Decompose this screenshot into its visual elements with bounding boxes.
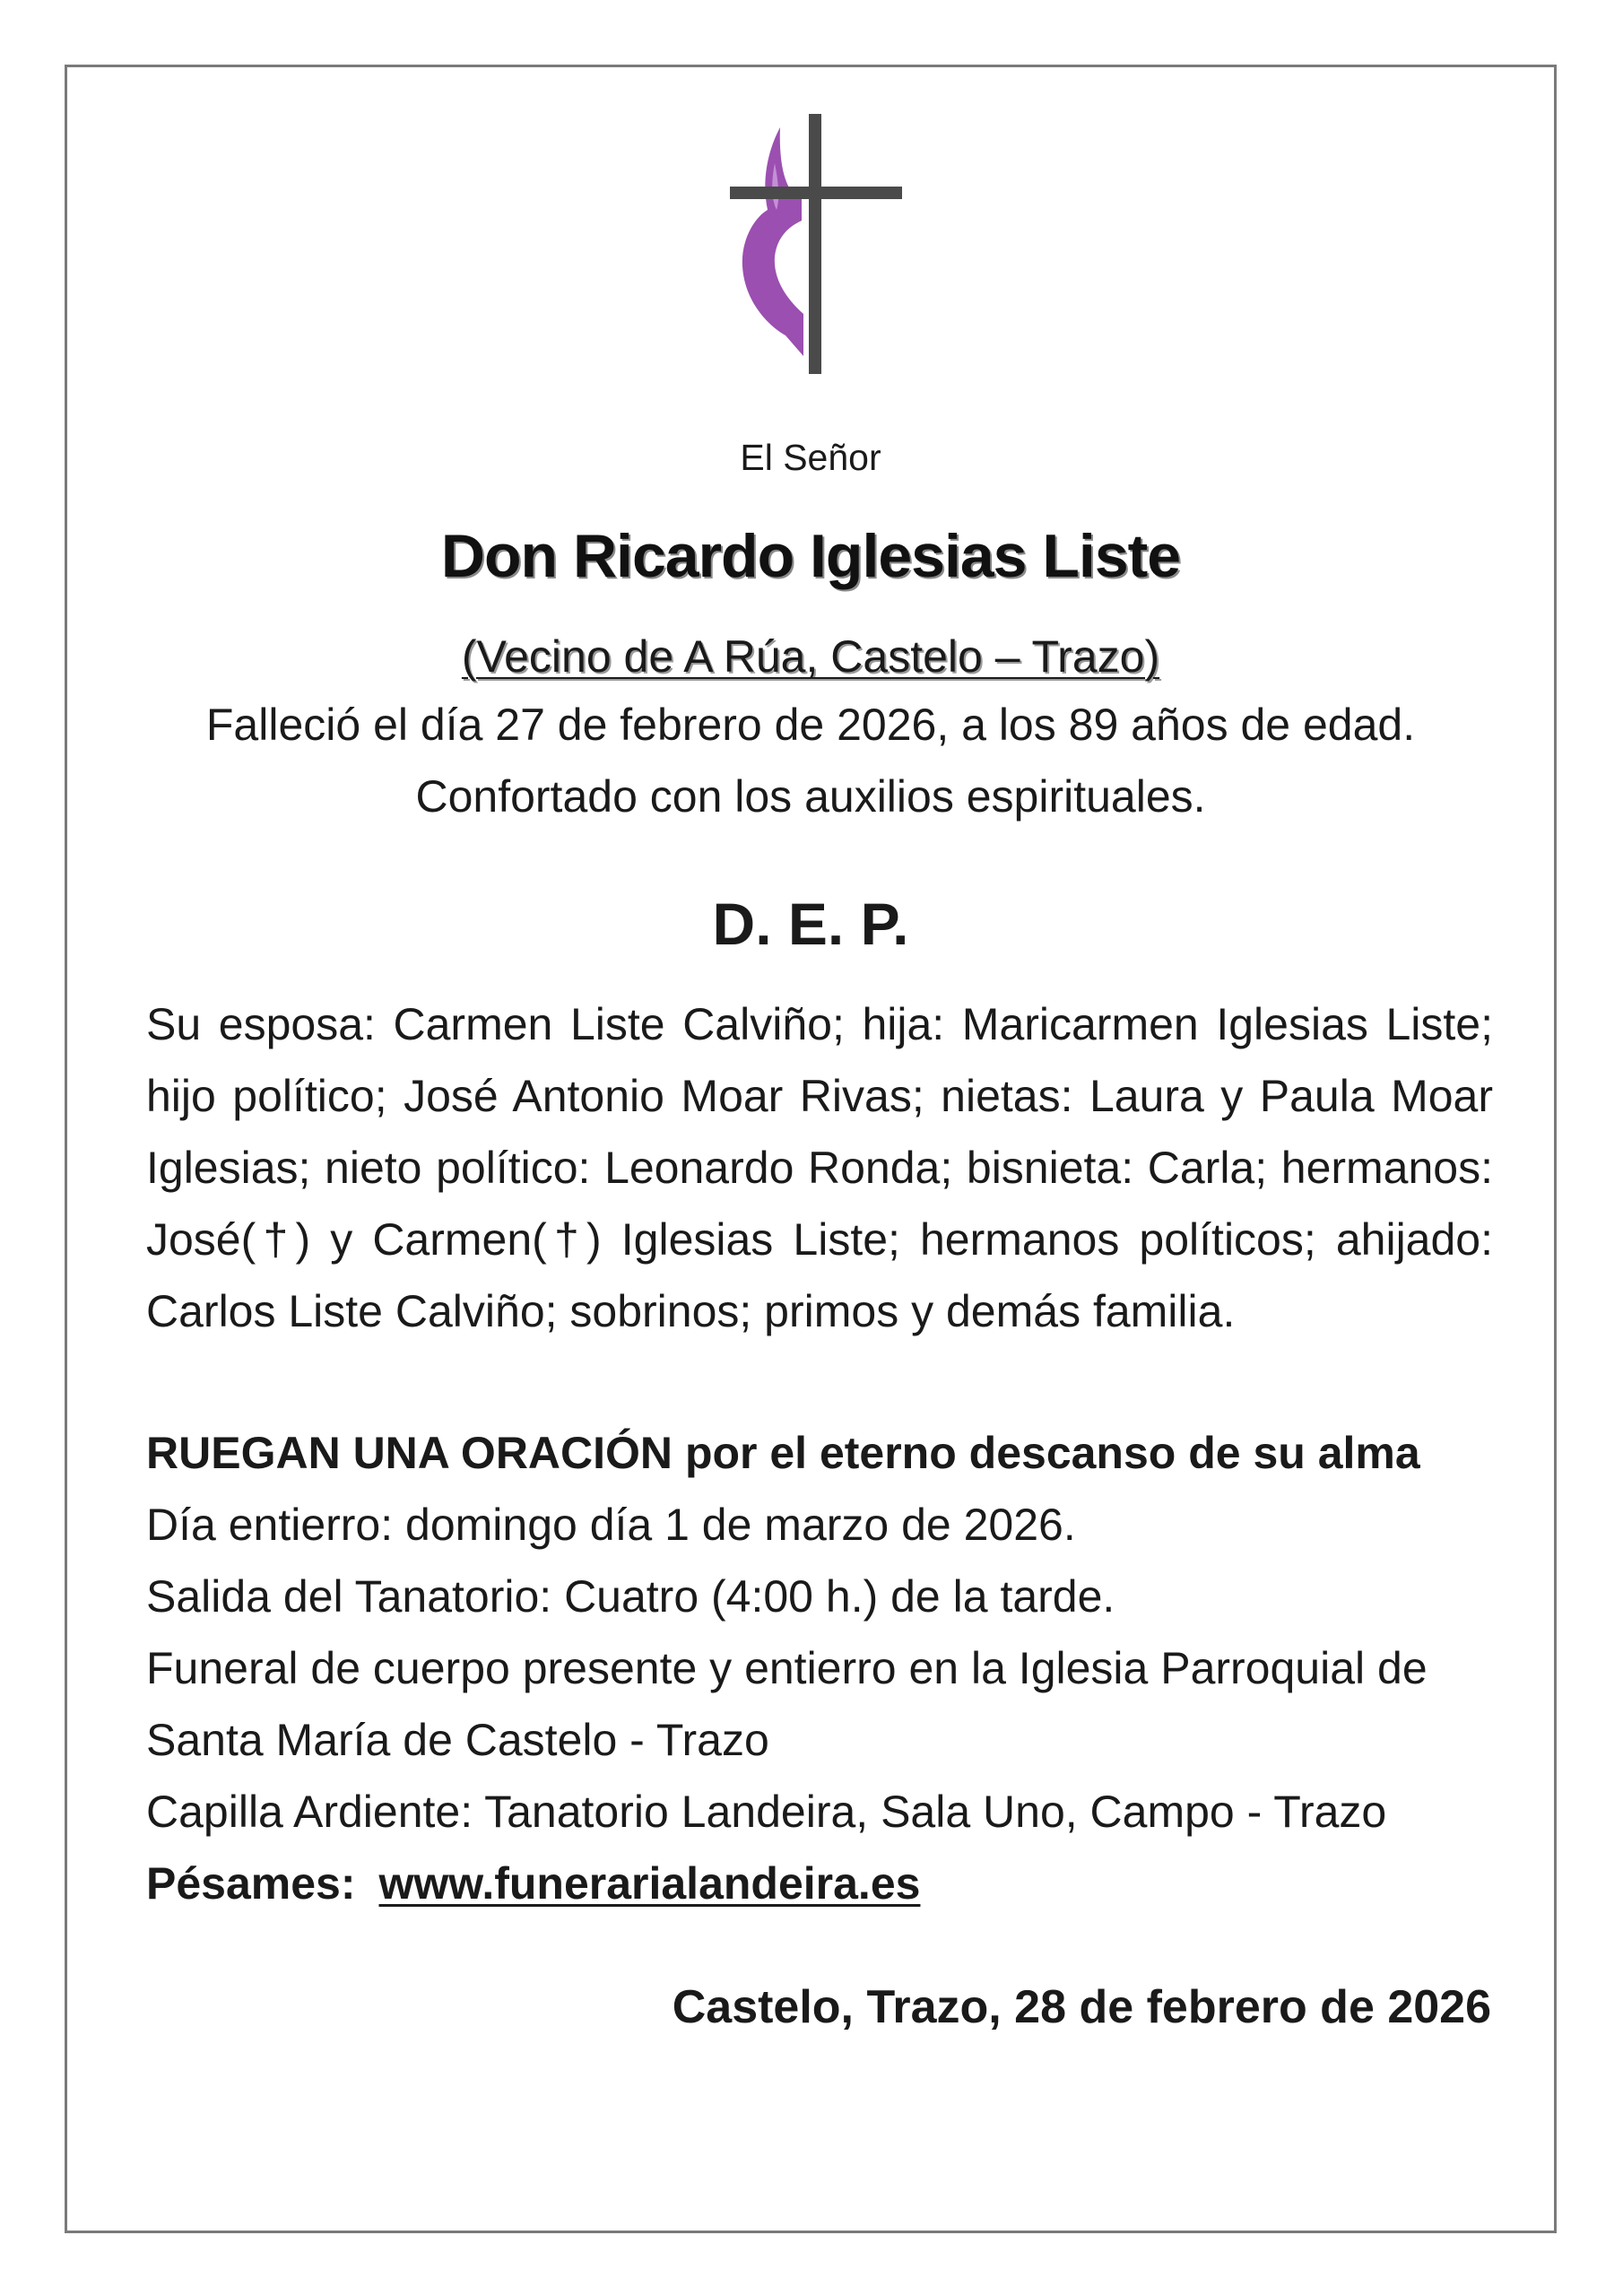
departure-time: Salida del Tanatorio: Cuatro (4:00 h.) de la tarde.	[146, 1571, 1115, 1622]
chapel-line: Capilla Ardiente: Tanatorio Landeira, Sala Uno, Campo - Trazo	[146, 1787, 1387, 1837]
death-line: Falleció el día 27 de febrero de 2026, a los 89 años de edad.	[205, 700, 1416, 750]
closing-place-date: Castelo, Trazo, 28 de febrero de 2026	[672, 1981, 1491, 2033]
prayer-details	[146, 1417, 1493, 1919]
residence: (Vecino de A Rúa, Castelo – Trazo)	[461, 631, 1160, 682]
condolences-line	[146, 1848, 1493, 1919]
cross-vertical	[809, 114, 821, 374]
deceased-name: Don Ricardo Iglesias Liste	[440, 522, 1181, 590]
family-paragraph: Su esposa: Carmen Liste Calviño; hija: Maricarmen Iglesias Liste; hijo político; José Antonio Moar Rivas; nietas: Laura y Paula Moar Iglesias; nieto político: Leonardo Ronda; bisnieta: Carla; hermanos: José(†) y Carmen(†) Iglesias Liste; hermanos políticos; ahijado: Carlos Liste Calviño; sobrinos; primos y demás familia.	[146, 999, 1493, 1336]
cross-horizontal	[730, 187, 902, 199]
condolences-label: Pésames:	[146, 1858, 356, 1909]
burial-day: Día entierro: domingo día 1 de marzo de 2026.	[146, 1500, 1076, 1550]
condolences-link[interactable]: www.funerarialandeira.es	[378, 1858, 921, 1909]
comfort-line: Confortado con los auxilios espirituales.	[415, 771, 1206, 822]
funeral-line-1: Funeral de cuerpo presente y entierro en la Iglesia Parroquial de	[146, 1643, 1428, 1693]
prayer-request-rest: por el eterno descanso de su alma	[673, 1428, 1420, 1478]
flame-shape	[742, 127, 803, 356]
prayer-request-lead: RUEGAN UNA ORACIÓN	[146, 1428, 673, 1478]
prayer-request	[146, 1417, 1493, 1489]
cross-flame-icon	[726, 109, 906, 378]
honorific: El Señor	[740, 437, 881, 478]
funeral-line-2: Santa María de Castelo - Trazo	[146, 1715, 769, 1765]
dep-heading: D. E. P.	[712, 891, 909, 957]
